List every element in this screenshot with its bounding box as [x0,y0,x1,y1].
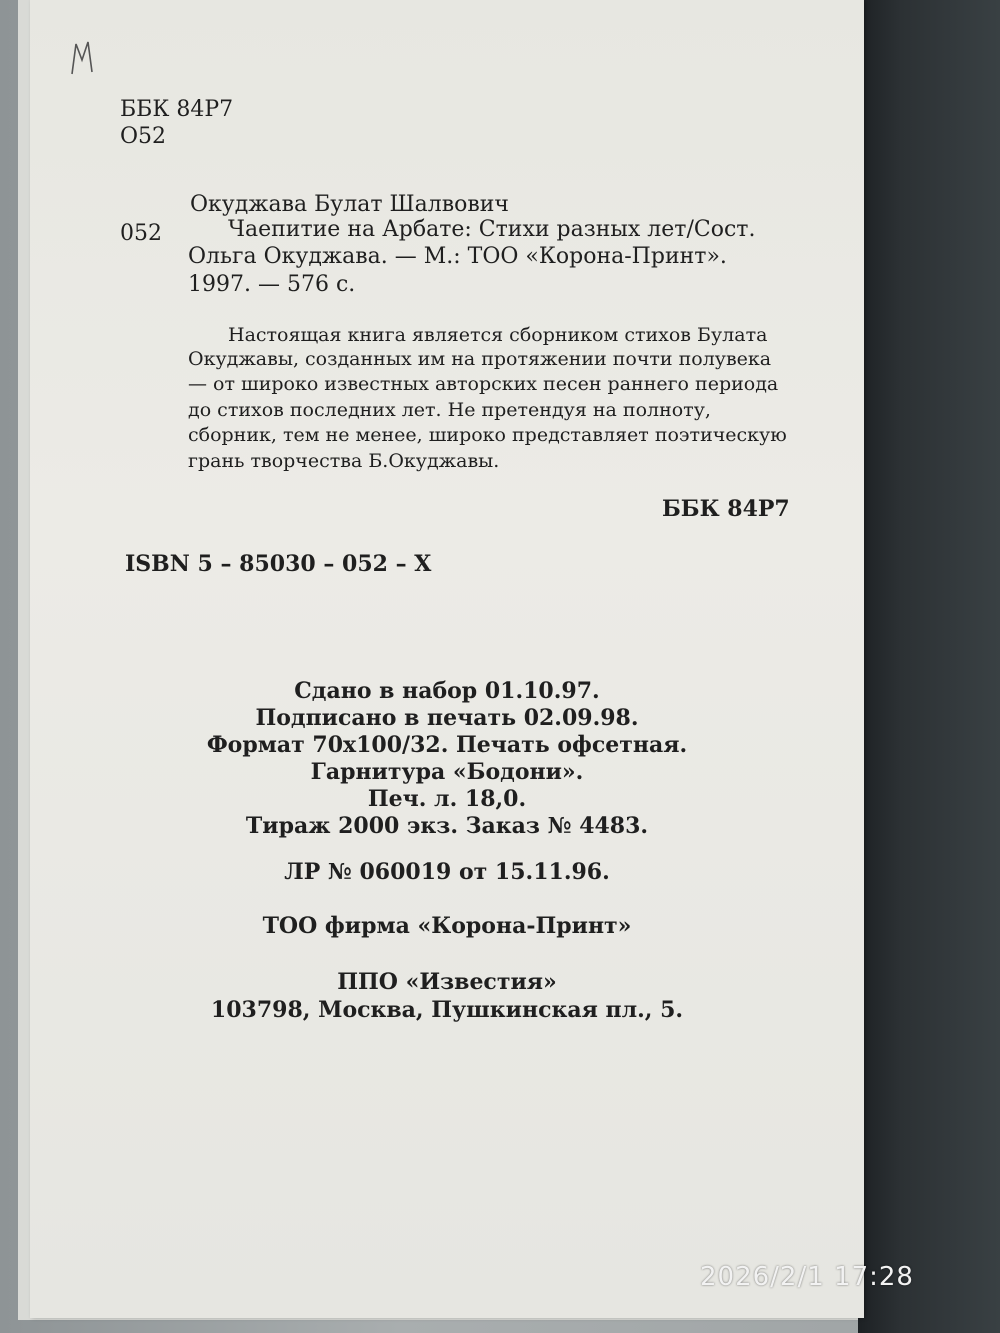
entry-compiler-line: Ольга Окуджава. — М.: ТОО «Корона-Принт». [188,244,727,269]
imprint-line-3: Формат 70х100/32. Печать офсетная. [206,732,688,758]
annotation-line-6: грань творчества Б.Окуджавы. [188,450,500,472]
entry-title-line: Чаепитие на Арбате: Стихи разных лет/Сост. [228,217,756,242]
annotation-line-1: Настоящая книга является сборником стихов Булата [228,324,768,346]
annotation-line-2: Окуджавы, созданных им на протяжении почти полувека [188,348,772,370]
bbk-code-top: ББК 84Р7 [120,97,234,122]
author-code-left: 052 [120,221,162,246]
imprint-line-1: Сдано в набор 01.10.97. [294,678,600,704]
printer-line: ППО «Известия» [337,969,557,995]
imprint-line-5: Печ. л. 18,0. [367,786,527,812]
annotation-line-4: до стихов последних лет. Не претендуя на полноту, [188,399,711,421]
bbk-code-right: ББК 84Р7 [662,496,790,522]
author-code-top: О52 [120,124,167,149]
annotation-line-5: сборник, тем не менее, широко представляет поэтическую [188,424,787,446]
imprint-line-2: Подписано в печать 02.09.98. [255,705,639,731]
isbn: ISBN 5 – 85030 – 052 – X [125,551,432,577]
entry-year-line: 1997. — 576 с. [188,272,356,297]
book-page [30,0,864,1318]
publisher-line: ТОО фирма «Корона-Принт» [262,913,632,939]
author-name: Окуджава Булат Шалвович [190,192,509,217]
license-line: ЛР № 060019 от 15.11.96. [284,859,610,885]
address-line: 103798, Москва, Пушкинская пл., 5. [210,997,684,1023]
pencil-mark-icon [68,38,98,78]
photo-timestamp: 2026/2/1 17:28 [700,1262,914,1292]
annotation-line-3: — от широко известных авторских песен раннего периода [188,373,779,395]
imprint-line-4: Гарнитура «Бодони». [310,759,584,785]
imprint-line-6: Тираж 2000 экз. Заказ № 4483. [245,813,649,839]
book-cover-edge [858,0,1000,1333]
